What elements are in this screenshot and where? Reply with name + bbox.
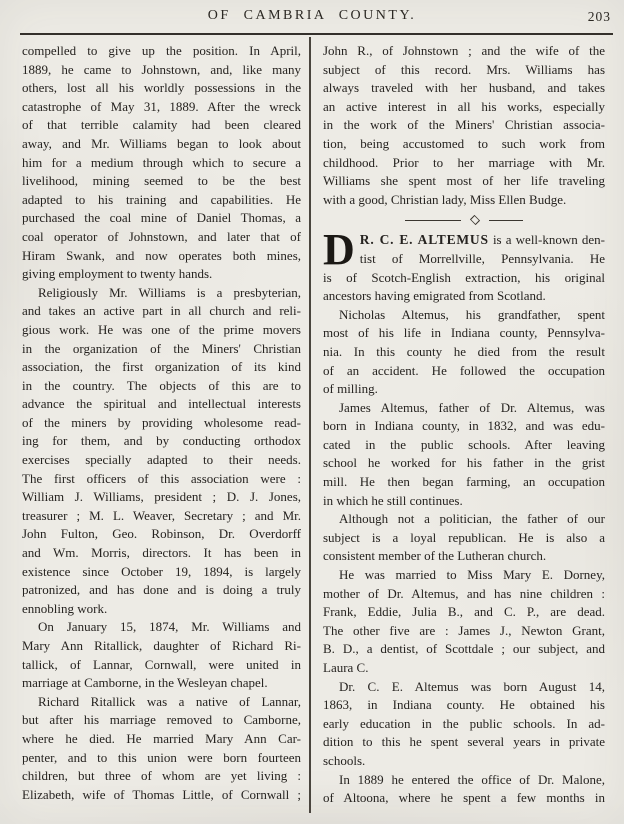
- column-divider-rule: [309, 37, 311, 813]
- text-line: an active interest in all his works, especially: [323, 98, 605, 114]
- text-line: catastrophe of May 31, 1889. After the wreck: [22, 98, 301, 114]
- text-line: marriage at Camborne, in the Wesleyan chapel.: [22, 675, 268, 691]
- text-line: ing for them, and by conducting orthodox: [22, 433, 301, 449]
- text-line: Hiram Swank, and now operates both mines,: [22, 247, 301, 263]
- text-line: coal operator of Johnstown, and later that of: [22, 228, 301, 244]
- text-line: in the country. The objects of this are to: [22, 377, 301, 393]
- text-line: Religiously Mr. Williams is a presbyterian,: [38, 284, 301, 300]
- text-line: purchased the coal mine of Daniel Thomas, a: [22, 210, 301, 226]
- text-line: Frank, Eddie, Julia B., and C. P., are dead.: [323, 604, 605, 620]
- paragraph: [323, 306, 605, 399]
- biography-lead-name: R. C. E. ALTEMUS: [359, 232, 489, 248]
- text-line: consistent member of the Lutheran church.: [323, 548, 547, 564]
- text-line: The first officers of this association were :: [22, 470, 301, 486]
- text-line: tion, being accustomed to such work from: [323, 135, 605, 151]
- text-line: of an accident. He followed the occupation: [323, 362, 605, 378]
- text-line: school he worked for his father in the grist: [323, 455, 605, 471]
- text-line: of Altoona, where he spent a few months in: [323, 790, 605, 806]
- text-line: Richard Ritallick was a native of Lannar,: [38, 693, 301, 709]
- page-number: 203: [587, 9, 611, 24]
- text-line: The other five are : James J., Newton Grant,: [323, 622, 605, 638]
- running-head-title: OF CAMBRIA COUNTY.: [207, 8, 417, 23]
- text-line: John Fulton, Geo. Robinson, Dr. Overdorff: [22, 526, 301, 542]
- right-text-column: [323, 42, 605, 808]
- text-line: Elizabeth, wife of Thomas Little, of Cornwall ;: [22, 786, 301, 802]
- text-line: treasurer ; M. L. Weaver, Secretary ; and Mr.: [22, 507, 301, 523]
- paragraph: [323, 510, 605, 566]
- text-line: William J. Williams, president ; D. J. Jones,: [22, 489, 301, 505]
- divider-diamond-icon: [470, 215, 480, 225]
- paragraph: [323, 771, 605, 808]
- text-line: away, and Mr. Williams began to look about: [22, 135, 301, 151]
- text-line: childhood. Prior to her marriage with Mr.: [323, 154, 605, 170]
- text-line: early education in the public schools. In ad-: [323, 715, 605, 731]
- paragraph: [22, 618, 301, 692]
- text-line: schools.: [323, 752, 366, 768]
- text-line: in which he still continues.: [323, 492, 463, 508]
- text-line: subject of this record. Mrs. Williams has: [323, 61, 605, 77]
- section-divider-ornament: [323, 209, 605, 231]
- paragraph: [323, 42, 605, 209]
- paragraph: [323, 566, 605, 678]
- text-line: born in Indiana county, in 1832, and was edu-: [323, 418, 605, 434]
- text-line: adapted to his training and capabilities. He: [22, 191, 301, 207]
- text-line: others, lost all his worldly possessions in the: [22, 80, 301, 96]
- text-line: Williams she spent most of her life traveling: [323, 173, 605, 189]
- paragraph: [22, 42, 301, 284]
- text-line: where he died. He married Mary Ann Car-: [22, 730, 301, 746]
- text-line: subject is a loyal republican. He is also a: [323, 529, 605, 545]
- drop-cap-letter: D: [323, 225, 355, 275]
- text-line: but after his marriage removed to Camborne,: [22, 712, 301, 728]
- text-line: R. C. E. ALTEMUS is a well-known den-: [359, 232, 605, 248]
- text-line: On January 15, 1874, Mr. Williams and: [38, 619, 301, 635]
- text-line: him for a medium through which to secure a: [22, 154, 301, 170]
- text-line: of the miners by providing wholesome read-: [22, 414, 301, 430]
- text-line: advance the spiritual and intellectual interests: [22, 396, 301, 412]
- text-line: existence since October 19, 1894, is largely: [22, 563, 301, 579]
- text-line: nia. In this county he died from the result: [323, 343, 605, 359]
- text-line: 1863, in Indiana county. He obtained his: [323, 697, 605, 713]
- text-line: In 1889 he entered the office of Dr. Malone,: [339, 771, 605, 787]
- text-line: is of Scotch-English extraction, his original: [323, 269, 605, 285]
- paragraph: [323, 399, 605, 511]
- paragraph: [22, 284, 301, 619]
- text-line: children, but three of whom are yet living :: [22, 768, 301, 784]
- text-line: and takes an active part in all church and reli-: [22, 303, 301, 319]
- text-line: 1889, he came to Johnstown, and, like many: [22, 61, 301, 77]
- header-rule: [20, 33, 613, 35]
- text-line: in the work of the Miners' Christian associa-: [323, 117, 605, 133]
- divider-line: [405, 220, 461, 222]
- text-line: mill. He then began farming, an occupation: [323, 474, 605, 490]
- paragraph: [323, 225, 605, 305]
- text-line: Although not a politician, the father of our: [339, 511, 605, 527]
- text-line: Mary Ann Ritallick, daughter of Richard Ri-: [22, 638, 301, 653]
- text-line: mother of Dr. Altemus, and has nine children :: [323, 585, 605, 601]
- divider-line: [489, 220, 523, 222]
- text-line: John R., of Johnstown ; and the wife of the: [323, 43, 605, 58]
- text-line: patronized, and has done and is doing a truly: [22, 582, 301, 598]
- text-line: always traveled with her husband, and takes: [323, 80, 605, 96]
- text-line: and Wm. Morris, directors. It has been in: [22, 545, 301, 561]
- text-line: in the organization of the Miners' Christian: [22, 340, 301, 356]
- text-line: ennobling work.: [22, 600, 108, 616]
- text-line: James Altemus, father of Dr. Altemus, was: [339, 399, 605, 415]
- text-line: compelled to give up the position. In April,: [22, 43, 301, 58]
- text-line: gious work. He was one of the prime movers: [22, 321, 301, 337]
- text-line: Nicholas Altemus, his grandfather, spent: [339, 306, 605, 322]
- text-line: exercises specially adapted to their needs.: [22, 452, 301, 468]
- paragraph: [22, 693, 301, 805]
- text-line: of milling.: [323, 381, 378, 397]
- text-line: livelihood, mining seemed to be the best: [22, 173, 301, 189]
- text-line: association, the first organization of its kind: [22, 359, 301, 375]
- text-line: with a good, Christian lady, Miss Ellen Budge.: [323, 191, 567, 207]
- text-line: penter, and to this union were born fourteen: [22, 749, 301, 765]
- text-line: most of his life in Indiana county, Pennsylva-: [323, 325, 605, 341]
- text-line: tallick, of Lannar, Cornwall, were united in: [22, 656, 301, 672]
- paragraph: [323, 678, 605, 771]
- text-line: B. D., a dentist, of Scottdale ; our subject, and: [323, 641, 605, 657]
- text-line: giving employment to twenty hands.: [22, 266, 213, 282]
- text-line: of that terrible calamity had been cleared: [22, 117, 301, 133]
- text-line: Laura C.: [323, 660, 369, 675]
- left-text-column: [22, 42, 301, 804]
- text-line: ancestors having emigrated from Scotland.: [323, 288, 546, 304]
- text-line: He was married to Miss Mary E. Dorney,: [339, 567, 605, 583]
- text-line: Dr. C. E. Altemus was born August 14,: [339, 678, 605, 694]
- text-line: tist of Morrellville, Pennsylvania. He: [359, 250, 605, 266]
- text-line: cated in the public schools. After leaving: [323, 436, 605, 452]
- text-line: dition to this he spent several years in private: [323, 734, 605, 750]
